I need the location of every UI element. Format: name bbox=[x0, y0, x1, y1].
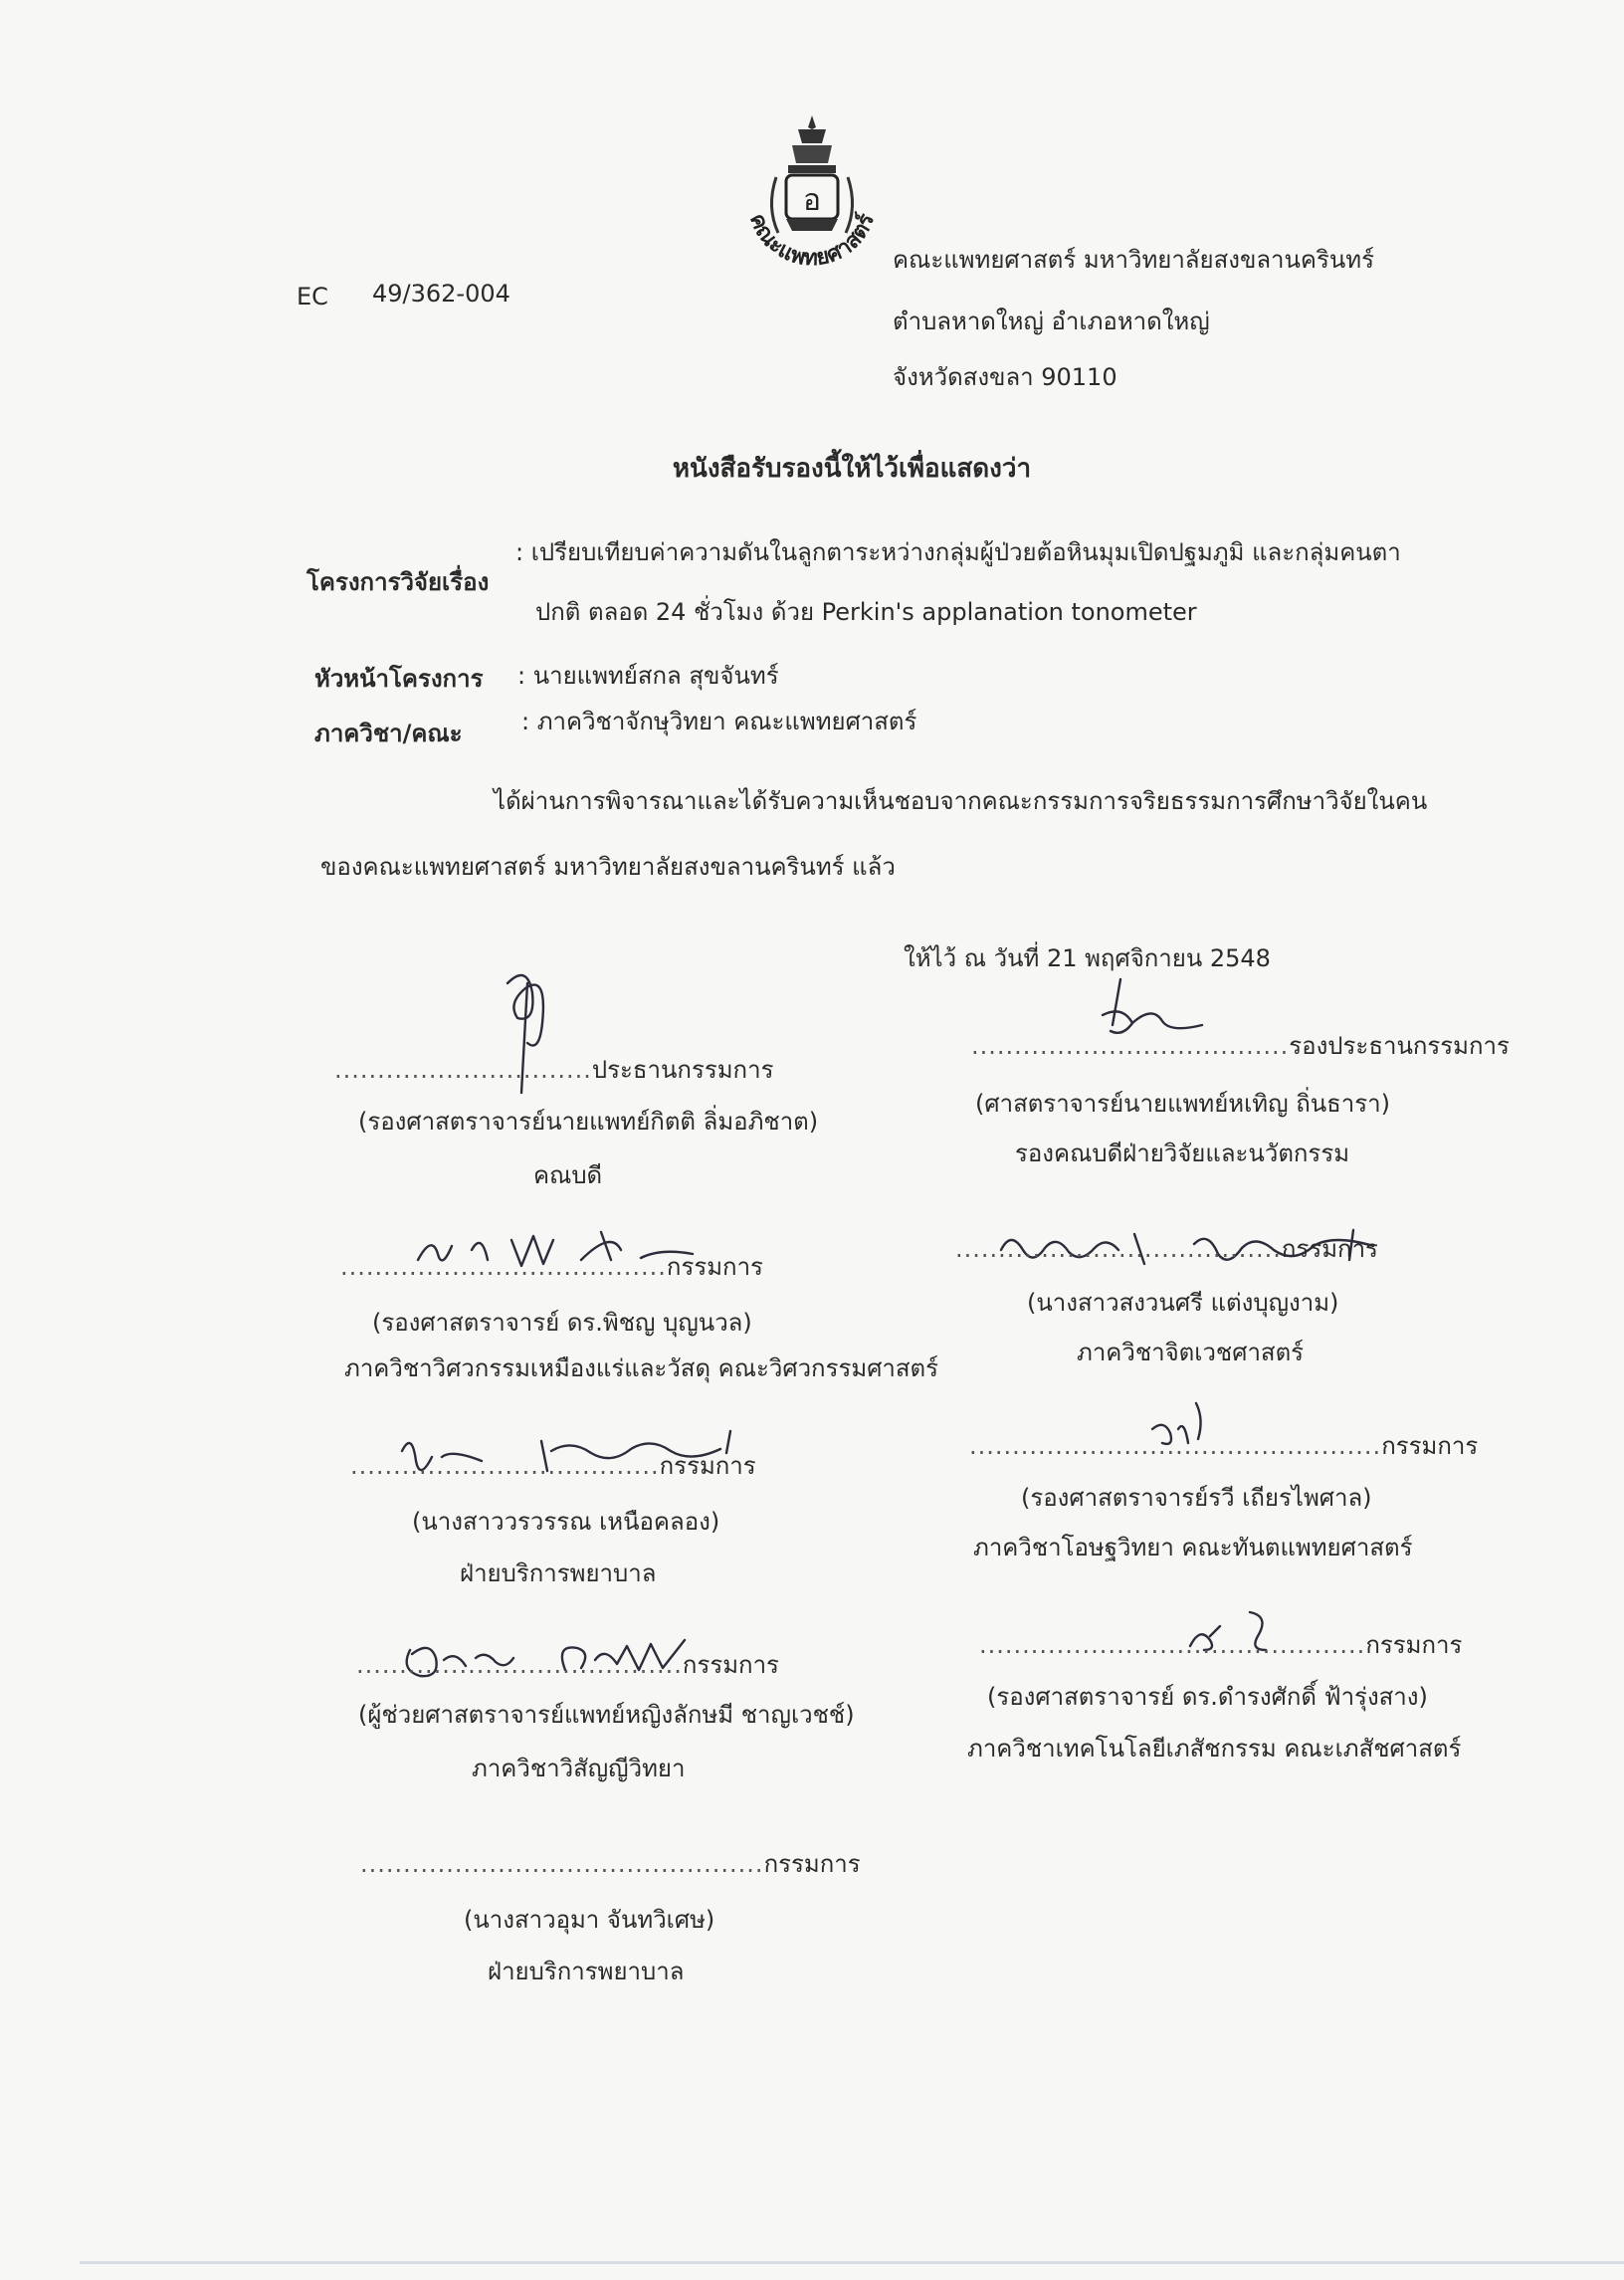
member-4-name: (รองศาสตราจารย์รวี เถียรไพศาล) bbox=[1021, 1484, 1372, 1512]
address-line-1: คณะแพทยศาสตร์ มหาวิทยาลัยสงขลานครินทร์ bbox=[893, 246, 1374, 274]
leader-value: : นายแพทย์สกล สุขจันทร์ bbox=[517, 662, 779, 690]
member-2-role: กรรมการ bbox=[1281, 1235, 1378, 1263]
signature-line: ...................................... bbox=[356, 1651, 683, 1679]
member-3-role: กรรมการ bbox=[659, 1452, 756, 1480]
chair-role: ประธานกรรมการ bbox=[591, 1056, 774, 1084]
member-2-name: (นางสาวสงวนศรี แต่งบุญงาม) bbox=[1027, 1289, 1339, 1317]
signature-line: ...................................... bbox=[340, 1253, 667, 1281]
project-label: โครงการวิจัยเรื่อง bbox=[306, 568, 490, 596]
vice-chair-affiliation: รองคณบดีฝ่ายวิจัยและนวัตกรรม bbox=[1015, 1140, 1350, 1167]
seal-arc-text: คณะแพทยศาสตร์ bbox=[743, 210, 880, 272]
ref-label: EC bbox=[297, 283, 328, 311]
member-7-role: กรรมการ bbox=[763, 1850, 861, 1878]
vice-chair-role: รองประธานกรรมการ bbox=[1289, 1032, 1510, 1060]
signature-line: ..................................... bbox=[971, 1032, 1290, 1060]
document-title: หนังสือรับรองนี้ให้ไว้เพื่อแสดงว่า bbox=[672, 454, 1032, 484]
signature-line: .............................. bbox=[334, 1056, 592, 1084]
member-1-affiliation: ภาควิชาวิศวกรรมเหมืองแร่และวัสดุ คณะวิศวกรรมศาสตร์ bbox=[344, 1354, 939, 1382]
address-line-2: ตำบลหาดใหญ่ อำเภอหาดใหญ่ bbox=[893, 308, 1210, 335]
member-7-name: (นางสาวอุมา จันทวิเศษ) bbox=[464, 1906, 715, 1934]
signature-line: ...................................... bbox=[955, 1235, 1282, 1263]
member-3-affiliation: ฝ่ายบริการพยาบาล bbox=[460, 1559, 657, 1587]
department-label: ภาควิชา/คณะ bbox=[314, 720, 463, 747]
member-7-affiliation: ฝ่ายบริการพยาบาล bbox=[488, 1958, 685, 1985]
member-6-name: (รองศาสตราจารย์ ดร.ดำรงศักดิ์ ฟ้ารุ่งสาง) bbox=[987, 1683, 1428, 1711]
member-2-affiliation: ภาควิชาจิตเวชศาสตร์ bbox=[1077, 1339, 1305, 1366]
signature-line: ............................................. bbox=[979, 1631, 1366, 1659]
chair-affiliation: คณบดี bbox=[533, 1161, 603, 1189]
signature-line: ................................................ bbox=[969, 1432, 1382, 1460]
member-5-role: กรรมการ bbox=[682, 1651, 779, 1679]
project-title-line-1: : เปรียบเทียบค่าความดันในลูกตาระหว่างกลุ่มผู้ป่วยต้อหินมุมเปิดปฐมภูมิ และกลุ่มคนตา bbox=[515, 538, 1401, 566]
member-1-name: (รองศาสตราจารย์ ดร.พิชญ บุญนวล) bbox=[372, 1309, 752, 1337]
chair-name: (รองศาสตราจารย์นายแพทย์กิตติ ลิ่มอภิชาต) bbox=[358, 1108, 819, 1136]
svg-text:อ: อ bbox=[802, 183, 822, 218]
member-5-affiliation: ภาควิชาวิสัญญีวิทยา bbox=[472, 1755, 686, 1782]
signature-line: .................................... bbox=[350, 1452, 660, 1480]
member-3-name: (นางสาววรวรรณ เหนือคลอง) bbox=[412, 1508, 720, 1536]
project-title-line-2: ปกติ ตลอด 24 ชั่วโมง ด้วย Perkin's applanation tonometer bbox=[535, 598, 1197, 626]
faculty-seal-emblem bbox=[732, 107, 892, 297]
address-line-3: จังหวัดสงขลา 90110 bbox=[893, 363, 1117, 391]
member-4-affiliation: ภาควิชาโอษฐวิทยา คณะทันตแพทยศาสตร์ bbox=[973, 1534, 1413, 1561]
member-6-role: กรรมการ bbox=[1365, 1631, 1463, 1659]
approval-statement-line-2: ของคณะแพทยศาสตร์ มหาวิทยาลัยสงขลานครินทร์ แล้ว bbox=[320, 853, 896, 881]
member-1-role: กรรมการ bbox=[666, 1253, 763, 1281]
leader-label: หัวหน้าโครงการ bbox=[314, 665, 484, 693]
member-5-name: (ผู้ช่วยศาสตราจารย์แพทย์หญิงลักษมี ชาญเวชช์) bbox=[358, 1701, 855, 1729]
department-value: : ภาควิชาจักษุวิทยา คณะแพทยศาสตร์ bbox=[521, 708, 917, 735]
member-4-role: กรรมการ bbox=[1381, 1432, 1479, 1460]
signature-line: ............................................... bbox=[360, 1850, 764, 1878]
vice-chair-name: (ศาสตราจารย์นายแพทย์หเทิญ ถิ่นธารา) bbox=[975, 1090, 1390, 1118]
ref-number: 49/362-004 bbox=[372, 280, 510, 308]
approval-statement-line-1: ได้ผ่านการพิจารณาและได้รับความเห็นชอบจากคณะกรรมการจริยธรรมการศึกษาวิจัยในคน bbox=[494, 787, 1428, 815]
issue-date: ให้ไว้ ณ วันที่ 21 พฤศจิกายน 2548 bbox=[904, 944, 1271, 972]
page-bottom-edge bbox=[80, 2261, 1624, 2264]
member-6-affiliation: ภาควิชาเทคโนโลยีเภสัชกรรม คณะเภสัชศาสตร์ bbox=[967, 1735, 1462, 1762]
